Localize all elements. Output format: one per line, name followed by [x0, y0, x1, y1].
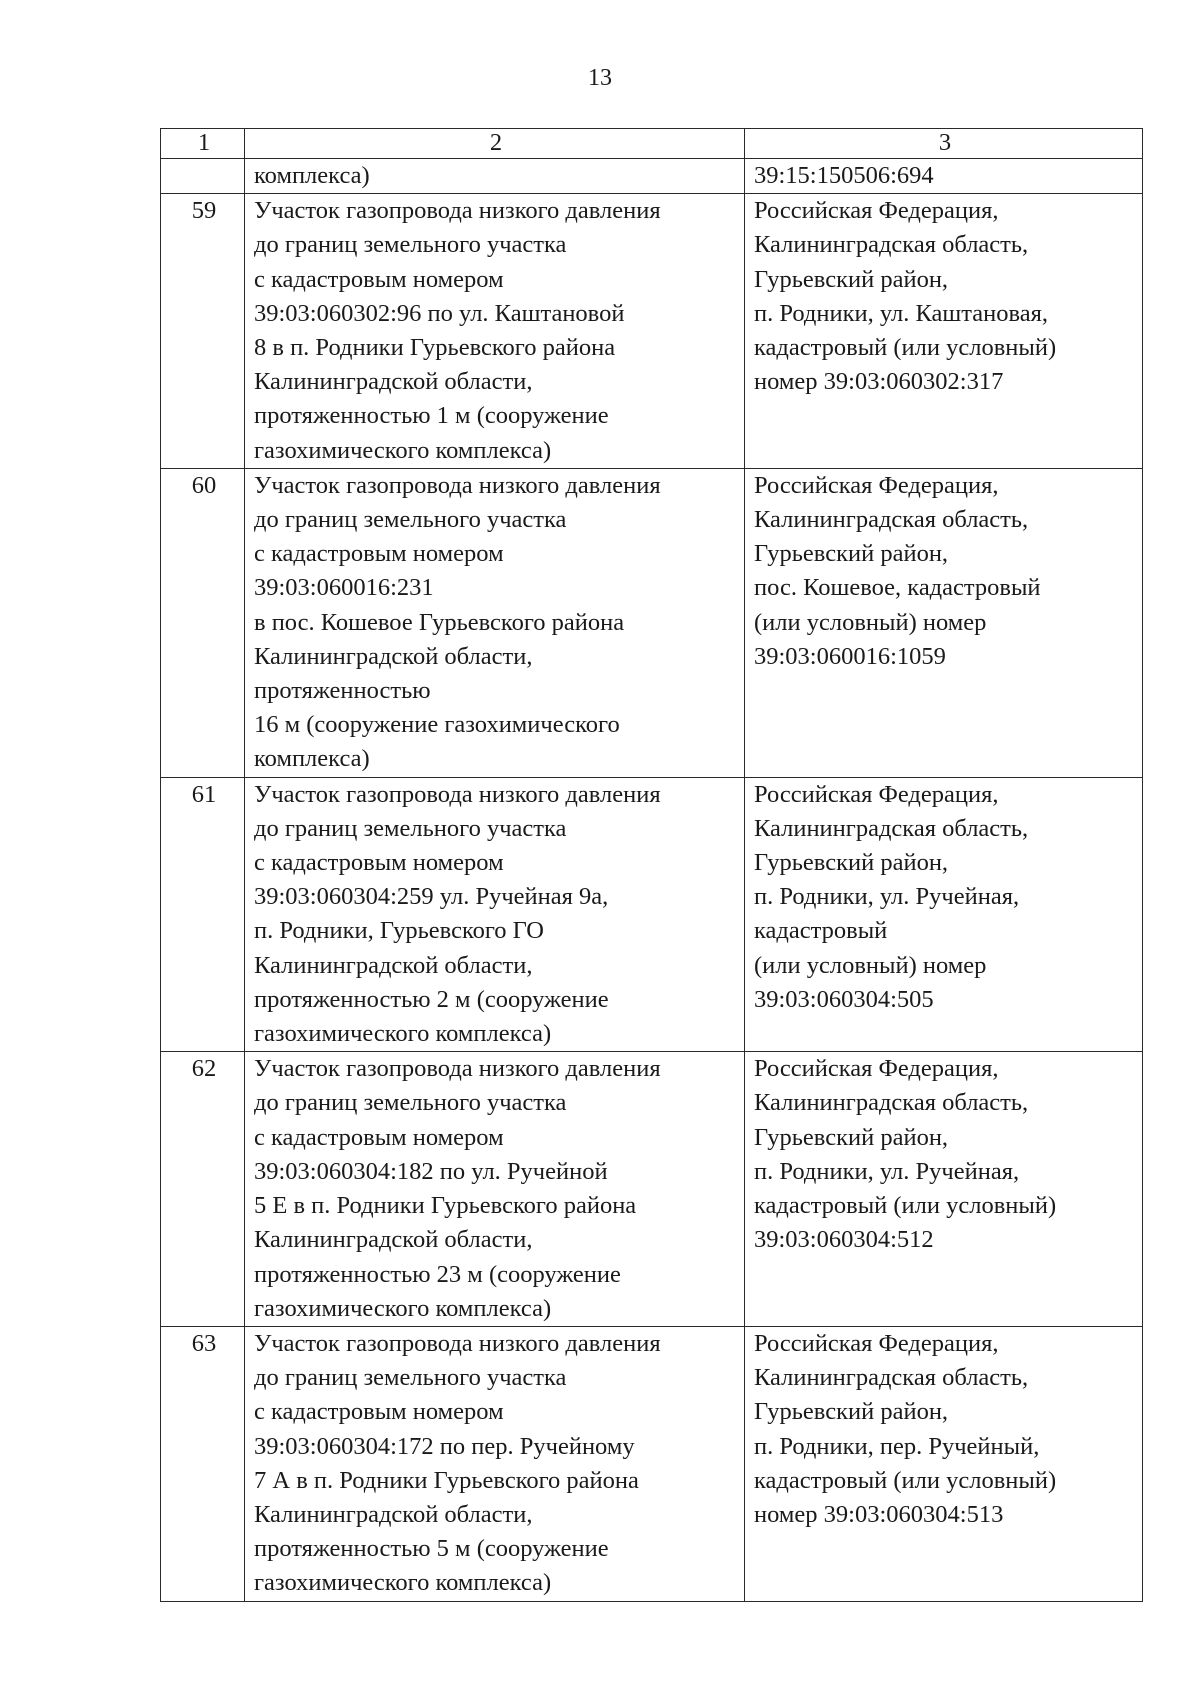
object-description-cell [245, 1326, 745, 1601]
location-line: п. Родники, ул. Ручейная, [754, 883, 1020, 911]
object-description-line: 39:03:060302:96 по ул. Каштановой [254, 299, 625, 327]
location-line: Калининградская область, [754, 1364, 1029, 1392]
row-number: 59 [161, 194, 245, 469]
object-description-line: газохимического комплекса) [254, 1294, 552, 1322]
object-description-line: до границ земельного участка [254, 1364, 567, 1392]
object-description-line: комплекса) [254, 745, 370, 773]
object-description-line: Калининградской области, [254, 368, 533, 396]
object-description-line: комплекса) [254, 162, 370, 189]
object-description-line: 39:03:060304:259 ул. Ручейная 9а, [254, 883, 609, 911]
object-description-line: Участок газопровода низкого давления [254, 197, 661, 225]
object-description-line: 7 А в п. Родники Гурьевского района [254, 1466, 639, 1494]
location-line: Российская Федерация, [754, 197, 999, 225]
object-description-line: протяженностью [254, 677, 431, 705]
object-description-line: газохимического комплекса) [254, 1569, 552, 1597]
location-line: номер 39:03:060302:317 [754, 368, 1004, 396]
object-description-line: 39:03:060304:172 по пер. Ручейному [254, 1432, 635, 1460]
object-description-line: протяженностью 5 м (сооружение [254, 1535, 609, 1563]
row-number: 63 [161, 1326, 245, 1601]
location-line: Калининградская область, [754, 1089, 1029, 1117]
table-row [161, 194, 1143, 469]
header-col-1: 1 [161, 129, 245, 159]
object-description-line: 8 в п. Родники Гурьевского района [254, 334, 616, 362]
object-description-line: в пос. Кошевое Гурьевского района [254, 608, 625, 636]
table-row [161, 777, 1143, 1052]
location-line: 39:15:150506:694 [754, 162, 934, 189]
location-line: пос. Кошевое, кадастровый [754, 574, 1041, 602]
location-line: Российская Федерация, [754, 780, 999, 808]
object-description-line: Калининградской области, [254, 1226, 533, 1254]
object-description-line: с кадастровым номером [254, 540, 504, 568]
object-description-line: Калининградской области, [254, 1500, 533, 1528]
object-description-line: 39:03:060304:182 по ул. Ручейной [254, 1157, 608, 1185]
object-description-line: до границ земельного участка [254, 1089, 567, 1117]
location-line: (или условный) номер [754, 608, 987, 636]
object-description-line: Калининградской области, [254, 951, 533, 979]
object-description-line: газохимического комплекса) [254, 436, 552, 464]
location-line: кадастровый (или условный) [754, 1466, 1057, 1494]
object-description-line: с кадастровым номером [254, 1123, 504, 1151]
location-line: кадастровый (или условный) [754, 334, 1057, 362]
table-row [161, 159, 1143, 194]
header-row [161, 129, 1143, 159]
table-row [161, 468, 1143, 777]
table-header [161, 129, 1143, 159]
object-description-line: Участок газопровода низкого давления [254, 780, 661, 808]
object-description-line: с кадастровым номером [254, 849, 504, 877]
row-number [161, 159, 245, 194]
header-col-2: 2 [245, 129, 745, 159]
table-body [161, 159, 1143, 1602]
object-description-line: 5 Е в п. Родники Гурьевского района [254, 1192, 637, 1220]
location-cell [745, 777, 1143, 1052]
location-cell [745, 468, 1143, 777]
location-cell [745, 1052, 1143, 1327]
location-line: Гурьевский район, [754, 849, 949, 877]
object-description-line: протяженностью 1 м (сооружение [254, 402, 609, 430]
location-line: Гурьевский район, [754, 540, 949, 568]
table-row [161, 1052, 1143, 1327]
location-line: п. Родники, ул. Каштановая, [754, 299, 1049, 327]
object-description-line: 16 м (сооружение газохимического [254, 711, 620, 739]
location-line: 39:03:060304:512 [754, 1226, 934, 1254]
location-line: Российская Федерация, [754, 1329, 999, 1357]
table-row [161, 1326, 1143, 1601]
object-description-line: протяженностью 2 м (сооружение [254, 985, 609, 1013]
object-description-line: газохимического комплекса) [254, 1020, 552, 1048]
location-line: (или условный) номер [754, 951, 987, 979]
location-line: Гурьевский район, [754, 265, 949, 293]
object-description-line: до границ земельного участка [254, 814, 567, 842]
object-description-line: протяженностью 23 м (сооружение [254, 1260, 621, 1288]
object-description-line: с кадастровым номером [254, 1398, 504, 1426]
object-description-line: Участок газопровода низкого давления [254, 471, 661, 499]
location-line: Гурьевский район, [754, 1123, 949, 1151]
object-description-line: с кадастровым номером [254, 265, 504, 293]
object-description-cell [245, 1052, 745, 1327]
row-number: 60 [161, 468, 245, 777]
location-line: кадастровый (или условный) [754, 1192, 1057, 1220]
property-register-table [160, 128, 1143, 1602]
object-description-line: до границ земельного участка [254, 506, 567, 534]
location-cell [745, 159, 1143, 194]
object-description-line: Участок газопровода низкого давления [254, 1055, 661, 1083]
location-line: Российская Федерация, [754, 1055, 999, 1083]
object-description-line: п. Родники, Гурьевского ГО [254, 917, 544, 945]
location-line: кадастровый [754, 917, 888, 945]
header-col-3: 3 [745, 129, 1143, 159]
object-description-cell [245, 194, 745, 469]
location-line: номер 39:03:060304:513 [754, 1500, 1004, 1528]
location-line: Калининградская область, [754, 506, 1029, 534]
location-line: п. Родники, ул. Ручейная, [754, 1157, 1020, 1185]
location-cell [745, 1326, 1143, 1601]
page-number: 13 [588, 65, 612, 91]
location-cell [745, 194, 1143, 469]
location-line: Калининградская область, [754, 814, 1029, 842]
location-line: Калининградская область, [754, 231, 1029, 259]
row-number: 62 [161, 1052, 245, 1327]
location-line: п. Родники, пер. Ручейный, [754, 1432, 1040, 1460]
location-line: 39:03:060304:505 [754, 985, 934, 1013]
location-line: Гурьевский район, [754, 1398, 949, 1426]
object-description-line: до границ земельного участка [254, 231, 567, 259]
object-description-line: 39:03:060016:231 [254, 574, 434, 602]
object-description-line: Участок газопровода низкого давления [254, 1329, 661, 1357]
location-line: 39:03:060016:1059 [754, 642, 946, 670]
location-line: Российская Федерация, [754, 471, 999, 499]
object-description-cell [245, 777, 745, 1052]
row-number: 61 [161, 777, 245, 1052]
object-description-cell [245, 468, 745, 777]
object-description-line: Калининградской области, [254, 642, 533, 670]
object-description-cell [245, 159, 745, 194]
